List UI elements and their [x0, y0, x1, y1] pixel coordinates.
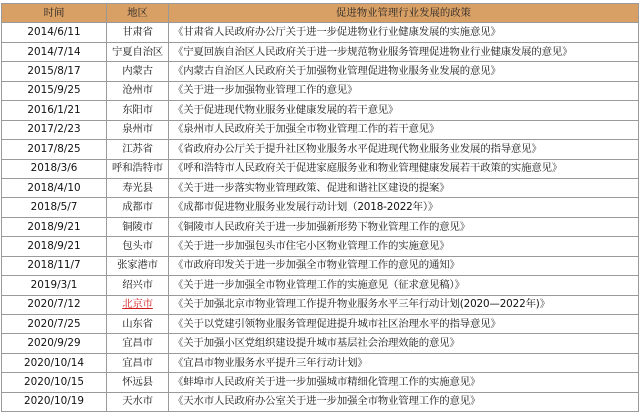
date-cell: 2014/6/11	[2, 23, 107, 42]
region-cell: 包头市	[107, 237, 169, 256]
region-cell: 张家港市	[107, 256, 169, 275]
table-row	[2, 373, 639, 392]
date-cell: 2018/4/10	[2, 178, 107, 197]
date-cell: 2018/9/21	[2, 217, 107, 236]
table-body	[2, 23, 639, 412]
header-policy: 促进物业管理行业发展的政策	[169, 4, 639, 23]
policy-cell: 《关于加强北京市物业管理工作提升物业服务水平三年行动计划(2020—2022年)》	[169, 295, 639, 314]
region-cell: 江苏省	[107, 140, 169, 159]
table-row	[2, 198, 639, 217]
date-cell: 2018/11/7	[2, 256, 107, 275]
table-row	[2, 159, 639, 178]
region-cell	[107, 295, 169, 314]
date-cell: 2020/7/25	[2, 315, 107, 334]
table-row	[2, 256, 639, 275]
region-cell: 泉州市	[107, 120, 169, 139]
policy-cell: 《市政府印发关于进一步加强全市物业管理工作的意见的通知》	[169, 256, 639, 275]
table-row	[2, 295, 639, 314]
policy-cell: 《宜昌市物业服务水平提升三年行动计划》	[169, 353, 639, 372]
date-cell: 2017/2/23	[2, 120, 107, 139]
date-cell: 2018/3/6	[2, 159, 107, 178]
table-row	[2, 62, 639, 81]
table-row	[2, 276, 639, 295]
policy-cell: 《天水市人民政府办公室关于进一步加强全市物业管理工作的意见》	[169, 392, 639, 411]
region-cell: 东阳市	[107, 101, 169, 120]
date-cell: 2020/10/15	[2, 373, 107, 392]
table-row	[2, 42, 639, 61]
table-row	[2, 81, 639, 100]
table-row	[2, 315, 639, 334]
policy-cell: 《关于加强小区党组织建设提升城市基层社会治理效能的意见》	[169, 334, 639, 353]
region-cell: 怀远县	[107, 373, 169, 392]
region-cell: 寿光县	[107, 178, 169, 197]
region-cell: 铜陵市	[107, 217, 169, 236]
region-cell: 宜昌市	[107, 334, 169, 353]
policy-cell: 《关于以党建引领物业服务管理促进提升城市社区治理水平的指导意见》	[169, 315, 639, 334]
policy-table	[1, 3, 639, 412]
policy-cell: 《宁夏回族自治区人民政府关于进一步规范物业服务管理促进物业行业健康发展的意见》	[169, 42, 639, 61]
region-cell: 天水市	[107, 392, 169, 411]
table-row	[2, 353, 639, 372]
region-cell: 甘肃省	[107, 23, 169, 42]
date-cell: 2017/8/25	[2, 140, 107, 159]
policy-cell: 《关于进一步落实物业管理政策、促进和谐社区建设的提案》	[169, 178, 639, 197]
region-cell: 宜昌市	[107, 353, 169, 372]
policy-cell: 《蚌埠市人民政府关于进一步加强城市精细化管理工作的实施意见》	[169, 373, 639, 392]
policy-cell: 《关于进一步加强物业管理工作的意见》	[169, 81, 639, 100]
policy-cell: 《甘肃省人民政府办公厅关于进一步促进物业行业健康发展的实施意见》	[169, 23, 639, 42]
date-cell: 2020/7/12	[2, 295, 107, 314]
table-row	[2, 178, 639, 197]
date-cell: 2018/9/21	[2, 237, 107, 256]
date-cell: 2020/10/19	[2, 392, 107, 411]
region-cell: 沧州市	[107, 81, 169, 100]
date-cell: 2018/5/7	[2, 198, 107, 217]
date-cell: 2014/7/14	[2, 42, 107, 61]
region-cell: 成都市	[107, 198, 169, 217]
table-row	[2, 23, 639, 42]
date-cell: 2016/1/21	[2, 101, 107, 120]
region-link[interactable]: 北京市	[122, 298, 153, 311]
policy-cell: 《泉州市人民政府关于加强全市物业管理工作的若干意见》	[169, 120, 639, 139]
region-cell: 绍兴市	[107, 276, 169, 295]
date-cell: 2015/9/25	[2, 81, 107, 100]
header-date: 时间	[2, 4, 107, 23]
table-row	[2, 120, 639, 139]
date-cell: 2020/9/29	[2, 334, 107, 353]
table-row	[2, 392, 639, 411]
region-cell: 呼和浩特市	[107, 159, 169, 178]
table-row	[2, 140, 639, 159]
date-cell: 2015/8/17	[2, 62, 107, 81]
header-region: 地区	[107, 4, 169, 23]
region-cell: 山东省	[107, 315, 169, 334]
date-cell: 2020/10/14	[2, 353, 107, 372]
policy-cell: 《关于进一步加强包头市住宅小区物业管理工作的实施意见》	[169, 237, 639, 256]
policy-cell: 《成都市促进物业服务业发展行动计划（2018-2022年）》	[169, 198, 639, 217]
region-cell: 内蒙古	[107, 62, 169, 81]
policy-cell: 《呼和浩特市人民政府关于促进家庭服务业和物业管理健康发展若干政策的实施意见》	[169, 159, 639, 178]
policy-cell: 《铜陵市人民政府关于进一步加强新形势下物业管理工作的意见》	[169, 217, 639, 236]
table-row	[2, 217, 639, 236]
date-cell: 2019/3/1	[2, 276, 107, 295]
policy-cell: 《关于促进现代物业服务业健康发展的若干意见》	[169, 101, 639, 120]
header-row	[2, 4, 639, 23]
table-header	[2, 4, 639, 23]
policy-cell: 《内蒙古自治区人民政府关于加强物业管理促进物业服务业发展的意见》	[169, 62, 639, 81]
table-row	[2, 334, 639, 353]
policy-cell: 《关于进一步加强全市物业管理工作的实施意见（征求意见稿）》	[169, 276, 639, 295]
region-cell: 宁夏自治区	[107, 42, 169, 61]
table-row	[2, 101, 639, 120]
policy-cell: 《省政府办公厅关于提升社区物业服务水平促进现代物业服务业发展的指导意见》	[169, 140, 639, 159]
table-row	[2, 237, 639, 256]
